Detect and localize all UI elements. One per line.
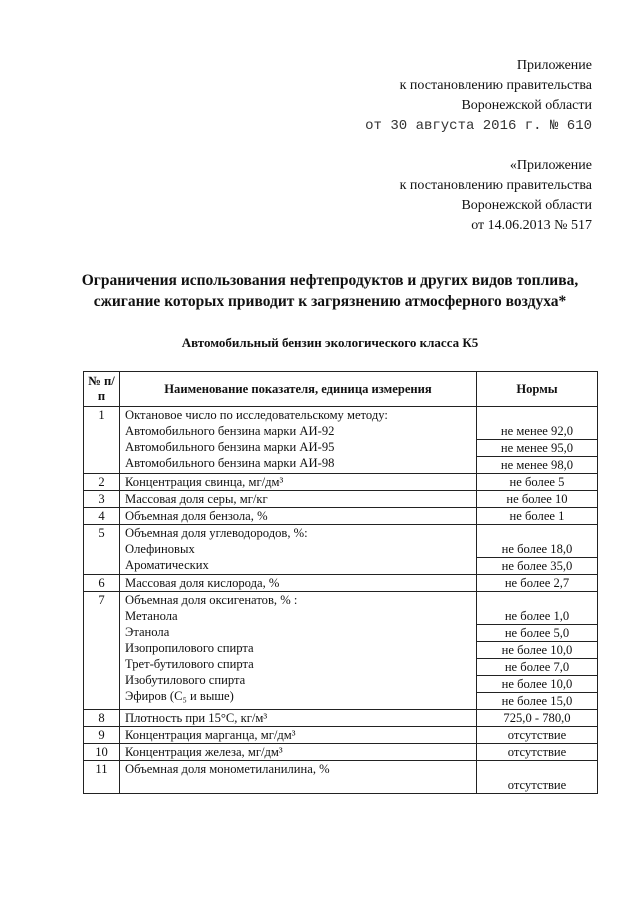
norm-value: не менее 98,0 [500,458,574,472]
row-indicator [120,407,477,474]
appendix-header-original [400,156,592,236]
norm-value [477,407,597,423]
indicator-line: Трет-бутилового спирта [125,657,254,671]
indicator-line: Концентрация марганца, мг/дм³ [125,728,296,742]
appendix-resolution: к постановлению правительства [399,178,592,193]
document-subtitle: Автомобильный бензин экологического класса К5 [181,335,479,350]
row-norm [477,761,598,794]
norm-value: не более 7,0 [477,659,597,676]
row-number [84,761,120,794]
norm-value: не менее 95,0 [477,440,597,457]
header-name: Наименование показателя, единица измерения [120,372,477,407]
row-indicator [120,491,477,508]
table-row [84,407,598,474]
table-row [84,491,598,508]
norm-value: не более 15,0 [501,694,573,708]
indicator-line: Объемная доля углеводородов, %: [125,526,308,540]
indicator-line: Плотность при 15°С, кг/м³ [125,711,268,725]
row-indicator [120,744,477,761]
row-norm [477,744,598,761]
indicator-line: Автомобильного бензина марки АИ-92 [125,424,335,438]
row-norm [477,407,598,474]
row-indicator [120,525,477,575]
indicator-line: Массовая доля кислорода, % [125,576,280,590]
row-number-text: 1 [98,408,105,422]
indicator-line: Объемная доля оксигенатов, % : [125,593,298,607]
norm-value: отсутствие [507,745,567,759]
norm-value: не более 5 [509,475,565,489]
row-norm [477,575,598,592]
row-number [84,592,120,710]
row-indicator [120,575,477,592]
row-norm [477,710,598,727]
indicator-line: Метанола [125,609,178,623]
norm-value: отсутствие [507,728,567,742]
indicator-line: Автомобильного бензина марки АИ-95 [125,440,335,454]
row-norm [477,491,598,508]
row-norm [477,727,598,744]
table-row [84,727,598,744]
table-row [84,575,598,592]
row-number [84,508,120,525]
table-row [84,744,598,761]
norm-value: 725,0 - 780,0 [503,711,571,725]
row-number [84,474,120,491]
row-number-text: 4 [98,509,105,523]
indicator-line: Олефиновых [125,542,195,556]
table-row [84,525,598,575]
row-number-text: 11 [95,762,108,776]
row-number-text: 7 [98,593,105,607]
row-number-text: 5 [98,526,105,540]
row-number-text: 2 [98,475,105,489]
indicator-line: Автомобильного бензина марки АИ-98 [125,456,335,470]
row-norm [477,592,598,710]
row-indicator [120,508,477,525]
indicator-line: Этанола [125,625,170,639]
norm-value: не более 10,0 [477,676,597,693]
header-num: № п/п [84,372,120,407]
norm-value: не менее 92,0 [477,423,597,440]
row-number [84,727,120,744]
row-number [84,575,120,592]
indicator-line: Изопропилового спирта [125,641,254,655]
row-number [84,710,120,727]
row-number [84,491,120,508]
indicator-line: Эфиров (C₅ и выше) [125,689,234,703]
indicator-line: Октановое число по исследовательскому методу: [125,408,388,422]
norm-value [477,525,597,541]
row-indicator [120,474,477,491]
indicator-line: Массовая доля серы, мг/кг [125,492,268,506]
appendix-header-current [365,56,592,136]
table-row [84,761,598,794]
row-indicator [120,592,477,710]
appendix-resolution: к постановлению правительства [399,78,592,93]
indicator-line: Концентрация свинца, мг/дм³ [125,475,284,489]
indicator-line: Объемная доля монометиланилина, % [125,762,330,776]
row-indicator [120,727,477,744]
norm-value: не более 1 [509,509,565,523]
table-row [84,474,598,491]
appendix-region: Воронежской области [461,98,592,113]
row-number-text: 9 [98,728,105,742]
appendix-region: Воронежской области [461,198,592,213]
norm-value: не более 1,0 [477,608,597,625]
table-header-row [84,372,598,407]
norm-value: не более 5,0 [477,625,597,642]
row-number [84,407,120,474]
row-number [84,525,120,575]
fuel-norms-table [83,371,598,794]
row-number [84,744,120,761]
table-row [84,592,598,710]
appendix-label: Приложение [516,58,592,73]
norm-value: не более 2,7 [504,576,570,590]
document-title [60,270,600,312]
norm-value [477,592,597,608]
title-line-1: Ограничения использования нефтепродуктов и других видов топлива, [81,272,579,289]
norm-value: не более 10,0 [477,642,597,659]
row-number-text: 3 [98,492,105,506]
appendix-date-stamp: от 30 августа 2016 г. № 610 [365,118,592,134]
norm-value [477,761,597,777]
indicator-line: Объемная доля бензола, % [125,509,268,523]
row-number-text: 10 [95,745,108,759]
row-indicator [120,710,477,727]
row-norm [477,508,598,525]
norm-value: отсутствие [507,778,567,792]
row-indicator [120,761,477,794]
indicator-line: Изобутилового спирта [125,673,246,687]
table-row [84,710,598,727]
title-line-2: сжигание которых приводит к загрязнению атмосферного воздуха* [93,293,567,310]
row-number-text: 6 [98,576,105,590]
appendix-date: от 14.06.2013 № 517 [471,218,592,233]
table-row [84,508,598,525]
norm-value: не более 35,0 [501,559,573,573]
indicator-line: Ароматических [125,558,209,572]
header-norm: Нормы [477,372,598,407]
appendix-label: «Приложение [509,158,592,173]
row-norm [477,474,598,491]
row-norm [477,525,598,575]
norm-value: не более 18,0 [477,541,597,558]
indicator-line: Концентрация железа, мг/дм³ [125,745,283,759]
indicator-line [120,777,476,793]
norm-value: не более 10 [506,492,568,506]
row-number-text: 8 [98,711,105,725]
